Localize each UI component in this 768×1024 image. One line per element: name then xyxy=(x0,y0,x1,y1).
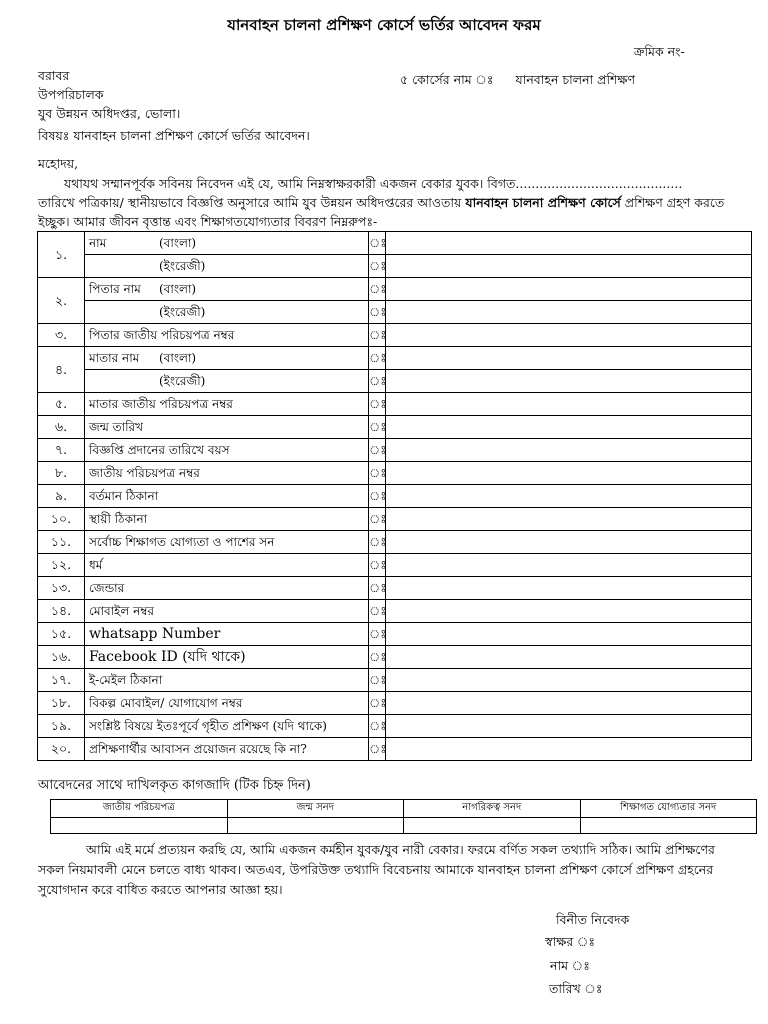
serial-number-label: ক্রমিক নং- xyxy=(634,44,685,59)
colon: ঃ xyxy=(369,393,386,416)
bangla-tag: (বাংলা) xyxy=(159,351,197,365)
colon: ঃ xyxy=(369,554,386,577)
value-field[interactable] xyxy=(386,738,752,761)
colon: ঃ xyxy=(369,278,386,301)
row-name: নাম xyxy=(89,236,107,250)
form-row xyxy=(38,715,752,738)
form-row xyxy=(38,255,752,278)
colon: ঃ xyxy=(369,324,386,347)
tick-cell[interactable] xyxy=(404,818,581,834)
row-label: বিকল্প মোবাইল/ যোগাযোগ নম্বর xyxy=(85,692,369,715)
tick-cell[interactable] xyxy=(227,818,404,834)
english-tag: (ইংরেজী) xyxy=(159,305,206,319)
value-field-bangla[interactable] xyxy=(386,232,752,255)
row-label-english xyxy=(85,255,369,278)
subject-line: বিষয়ঃ যানবাহন চালনা প্রশিক্ষণ কোর্সে ভর্তির আবেদন। xyxy=(38,128,310,143)
row-label: সর্বোচ্চ শিক্ষাগত যোগ্যতা ও পাশের সন xyxy=(85,531,369,554)
form-row xyxy=(38,554,752,577)
bangla-tag: (বাংলা) xyxy=(159,282,197,296)
colon: ঃ xyxy=(369,255,386,278)
colon: ঃ xyxy=(369,347,386,370)
form-row xyxy=(38,370,752,393)
value-field[interactable] xyxy=(386,600,752,623)
address-line-3: যুব উন্নয়ন অধিদপ্তর, ভোলা। xyxy=(38,106,181,121)
form-row xyxy=(38,531,752,554)
form-row xyxy=(38,485,752,508)
body-line-2: তারিখে পত্রিকায়/ স্থানীয়ভাবে বিজ্ঞপ্তি অনুসারে আমি যুব উন্নয়ন অধিদপ্তরের আওতায় যানবাহন চালনা প্রশিক্ষণ কোর্সে প্রশিক্ষণ গ্রহণ করতে xyxy=(38,195,725,210)
course-label: ৫ কোর্সের নাম ঃ xyxy=(400,72,494,87)
row-number: ২০. xyxy=(38,738,85,761)
form-row xyxy=(38,439,752,462)
row-number: ১২. xyxy=(38,554,85,577)
row-number: ১৮. xyxy=(38,692,85,715)
row-number: ৪. xyxy=(38,347,85,393)
value-field-english[interactable] xyxy=(386,370,752,393)
body-line-1: যথাযথ সম্মানপূর্বক সবিনয় নিবেদন এই যে, আমি নিম্নস্বাক্ষরকারী একজন বেকার যুবক। বিগত.......................................... xyxy=(64,176,683,191)
value-field-bangla[interactable] xyxy=(386,347,752,370)
english-tag: (ইংরেজী) xyxy=(159,259,206,273)
tick-cell[interactable] xyxy=(51,818,228,834)
declaration-line-2: সকল নিয়মাবলী মেনে চলতে বাধ্য থাকব। অতএব, উপরিউক্ত তথ্যাদি বিবেচনায় আমাকে যানবাহন চালনা প্রশিক্ষণ কোর্সে প্রশিক্ষণ গ্রহনের xyxy=(38,862,714,877)
row-name: মাতার নাম xyxy=(89,351,140,365)
documents-checklist-table xyxy=(50,799,757,834)
row-label-english xyxy=(85,370,369,393)
form-row xyxy=(38,347,752,370)
value-field[interactable] xyxy=(386,715,752,738)
form-row xyxy=(38,623,752,646)
signature-label: স্বাক্ষর ঃ xyxy=(545,934,596,949)
course-value: যানবাহন চালনা প্রশিক্ষণ xyxy=(515,72,636,87)
row-label-bangla xyxy=(85,347,369,370)
form-row xyxy=(38,577,752,600)
colon: ঃ xyxy=(369,462,386,485)
row-number: ১০. xyxy=(38,508,85,531)
signature-closing: বিনীত নিবেদক xyxy=(556,912,630,927)
row-number: ১১. xyxy=(38,531,85,554)
documents-tick-row xyxy=(51,818,757,834)
row-label: সংশ্লিষ্ট বিষয়ে ইতঃপূর্বে গৃহীত প্রশিক্ষণ (যদি থাকে) xyxy=(85,715,369,738)
form-row xyxy=(38,324,752,347)
colon: ঃ xyxy=(369,301,386,324)
value-field[interactable] xyxy=(386,669,752,692)
row-number: ১৩. xyxy=(38,577,85,600)
row-label: বর্তমান ঠিকানা xyxy=(85,485,369,508)
tick-cell[interactable] xyxy=(580,818,757,834)
value-field[interactable] xyxy=(386,531,752,554)
form-row xyxy=(38,508,752,531)
colon: ঃ xyxy=(369,232,386,255)
course-emphasis: যানবাহন চালনা প্রশিক্ষণ কোর্সে xyxy=(465,195,621,210)
row-number: ১. xyxy=(38,232,85,278)
form-row xyxy=(38,462,752,485)
row-label: মাতার জাতীয় পরিচয়পত্র নম্বর xyxy=(85,393,369,416)
doc-birth-certificate: জন্ম সনদ xyxy=(227,800,404,818)
documents-title: আবেদনের সাথে দাখিলকৃত কাগজাদি (টিক চিহ্ন দিন) xyxy=(38,778,311,793)
row-number: ১৪. xyxy=(38,600,85,623)
form-row xyxy=(38,646,752,669)
colon: ঃ xyxy=(369,715,386,738)
row-label: প্রশিক্ষণার্থীর আবাসন প্রয়োজন রয়েছে কি না? xyxy=(85,738,369,761)
form-title: যানবাহন চালনা প্রশিক্ষণ কোর্সে ভর্তির আবেদন ফরম xyxy=(227,16,541,34)
value-field[interactable] xyxy=(386,692,752,715)
value-field[interactable] xyxy=(386,646,752,669)
value-field[interactable] xyxy=(386,554,752,577)
form-row xyxy=(38,301,752,324)
declaration-line-3: সুযোগদান করে বাধিত করতে আপনার আজ্ঞা হয়। xyxy=(38,882,283,897)
row-number: ৬. xyxy=(38,416,85,439)
row-label: পিতার জাতীয় পরিচয়পত্র নম্বর xyxy=(85,324,369,347)
row-number: ২. xyxy=(38,278,85,324)
value-field[interactable] xyxy=(386,439,752,462)
row-label: জেন্ডার xyxy=(85,577,369,600)
row-number: ১৭. xyxy=(38,669,85,692)
value-field[interactable] xyxy=(386,623,752,646)
colon: ঃ xyxy=(369,485,386,508)
row-label-bangla xyxy=(85,278,369,301)
row-label: whatsapp Number xyxy=(85,623,369,646)
value-field[interactable] xyxy=(386,508,752,531)
row-number: ৩. xyxy=(38,324,85,347)
form-row xyxy=(38,278,752,301)
form-row xyxy=(38,669,752,692)
value-field[interactable] xyxy=(386,393,752,416)
row-label: Facebook ID (যদি থাকে) xyxy=(85,646,369,669)
row-number: ১৬. xyxy=(38,646,85,669)
doc-citizenship: নাগরিকত্ব সনদ xyxy=(404,800,581,818)
value-field-english[interactable] xyxy=(386,255,752,278)
row-label: জন্ম তারিখ xyxy=(85,416,369,439)
form-row xyxy=(38,232,752,255)
bangla-tag: (বাংলা) xyxy=(159,236,197,250)
colon: ঃ xyxy=(369,600,386,623)
applicant-info-table xyxy=(37,231,752,761)
row-label: জাতীয় পরিচয়পত্র নম্বর xyxy=(85,462,369,485)
row-label: মোবাইল নম্বর xyxy=(85,600,369,623)
colon: ঃ xyxy=(369,669,386,692)
colon: ঃ xyxy=(369,508,386,531)
row-label: বিজ্ঞপ্তি প্রদানের তারিখে বয়স xyxy=(85,439,369,462)
row-number: ১৯. xyxy=(38,715,85,738)
documents-header-row xyxy=(51,800,757,818)
form-row xyxy=(38,600,752,623)
course-name xyxy=(400,72,635,92)
row-label: স্থায়ী ঠিকানা xyxy=(85,508,369,531)
signature-name-label: নাম ঃ xyxy=(550,958,590,973)
signature-date-label: তারিখ ঃ xyxy=(549,981,603,996)
colon: ঃ xyxy=(369,370,386,393)
value-field[interactable] xyxy=(386,324,752,347)
form-row xyxy=(38,393,752,416)
row-label: ধর্ম xyxy=(85,554,369,577)
english-tag: (ইংরেজী) xyxy=(159,374,206,388)
row-name: পিতার নাম xyxy=(89,282,141,296)
colon: ঃ xyxy=(369,577,386,600)
recipient-address xyxy=(38,66,180,123)
colon: ঃ xyxy=(369,531,386,554)
colon: ঃ xyxy=(369,439,386,462)
row-number: ৫. xyxy=(38,393,85,416)
value-field[interactable] xyxy=(386,485,752,508)
row-number: ৯. xyxy=(38,485,85,508)
row-label-english xyxy=(85,301,369,324)
address-line-1: বরাবর xyxy=(38,68,70,83)
value-field[interactable] xyxy=(386,462,752,485)
row-number: ৭. xyxy=(38,439,85,462)
application-body xyxy=(38,174,758,231)
declaration xyxy=(38,840,760,900)
row-label-bangla xyxy=(85,232,369,255)
colon: ঃ xyxy=(369,692,386,715)
address-line-2: উপপরিচালক xyxy=(38,87,104,102)
value-field[interactable] xyxy=(386,416,752,439)
row-number: ৮. xyxy=(38,462,85,485)
colon: ঃ xyxy=(369,623,386,646)
form-row xyxy=(38,692,752,715)
row-number: ১৫. xyxy=(38,623,85,646)
body-line-3: ইচ্ছুক। আমার জীবন বৃত্তান্ত এবং শিক্ষাগতযোগ্যতার বিবরণ নিম্নরুপঃ- xyxy=(38,214,378,229)
colon: ঃ xyxy=(369,416,386,439)
value-field-bangla[interactable] xyxy=(386,278,752,301)
form-row xyxy=(38,738,752,761)
form-row xyxy=(38,416,752,439)
value-field-english[interactable] xyxy=(386,301,752,324)
doc-education: শিক্ষাগত যোগ্যতার সনদ xyxy=(580,800,757,818)
salutation: মহোদয়, xyxy=(38,156,79,171)
declaration-line-1: আমি এই মর্মে প্রত্যয়ন করছি যে, আমি একজন কর্মহীন যুবক/যুব নারী বেকার। ফরমে বর্ণিত সকল তথ্যাদি সঠিক। আমি প্রশিক্ষণের xyxy=(86,842,715,857)
colon: ঃ xyxy=(369,738,386,761)
value-field[interactable] xyxy=(386,577,752,600)
colon: ঃ xyxy=(369,646,386,669)
doc-nid: জাতীয় পরিচয়পত্র xyxy=(51,800,228,818)
row-label: ই-মেইল ঠিকানা xyxy=(85,669,369,692)
